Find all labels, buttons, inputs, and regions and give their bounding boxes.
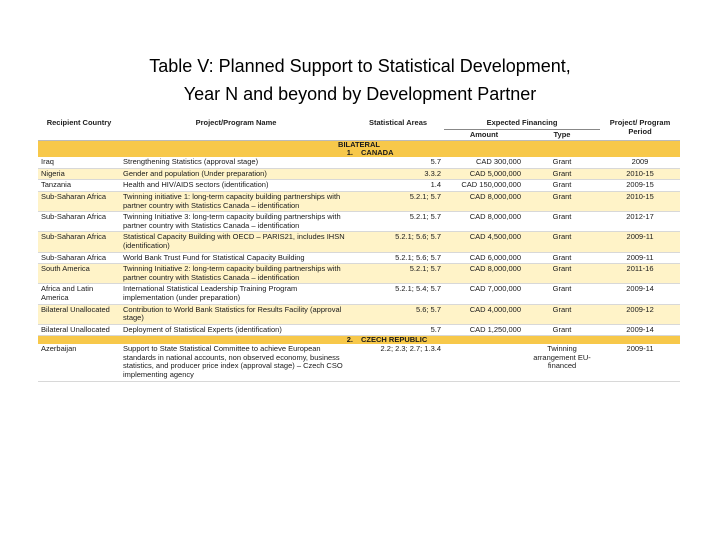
partner-header: [38, 149, 680, 157]
table-row: [38, 304, 680, 324]
cell-amount: CAD 4,500,000: [444, 232, 524, 252]
cell-project-name: World Bank Trust Fund for Statistical Capacity Building: [120, 252, 352, 264]
cell-statistical-areas: 5.2.1; 5.6; 5.7: [352, 252, 444, 264]
title-line-2: Year N and beyond by Development Partner: [183, 84, 537, 104]
cell-period: 2009-14: [600, 324, 680, 336]
cell-statistical-areas: 2.2; 2.3; 2.7; 1.3.4: [352, 344, 444, 381]
cell-period: 2010-15: [600, 191, 680, 211]
cell-amount: CAD 300,000: [444, 157, 524, 168]
cell-type: Grant: [524, 157, 600, 168]
cell-period: 2009-15: [600, 180, 680, 192]
table-row: [38, 232, 680, 252]
cell-country: Africa and Latin America: [38, 284, 120, 304]
table-row: [38, 180, 680, 192]
table-body: [38, 141, 680, 381]
cell-period: 2009-12: [600, 304, 680, 324]
cell-country: Sub-Saharan Africa: [38, 191, 120, 211]
cell-project-name: Twinning Initiative 3: long-term capacity building partnerships with partner country with Statistics Canada – identification: [120, 212, 352, 232]
partner-number: 2.: [346, 335, 353, 345]
cell-amount: CAD 8,000,000: [444, 264, 524, 284]
cell-period: 2010-15: [600, 168, 680, 180]
cell-statistical-areas: 3.3.2: [352, 168, 444, 180]
cell-statistical-areas: 5.6; 5.7: [352, 304, 444, 324]
cell-type: Grant: [524, 191, 600, 211]
cell-country: Sub-Saharan Africa: [38, 252, 120, 264]
cell-project-name: Health and HIV/AIDS sectors (identification): [120, 180, 352, 192]
cell-amount: CAD 5,000,000: [444, 168, 524, 180]
cell-country: Tanzania: [38, 180, 120, 192]
cell-project-name: Twinning Initiative 2: long-term capacity building partnerships with partner country with Statistics Canada – identification: [120, 264, 352, 284]
cell-type: Grant: [524, 264, 600, 284]
partner-name: CANADA: [361, 149, 394, 158]
header-project-period: Project/ Program Period: [600, 118, 680, 141]
table-row: [38, 324, 680, 336]
cell-statistical-areas: 5.7: [352, 157, 444, 168]
table-row: [38, 264, 680, 284]
table-row: [38, 284, 680, 304]
cell-type: Grant: [524, 168, 600, 180]
cell-country: Sub-Saharan Africa: [38, 212, 120, 232]
cell-statistical-areas: 5.2.1; 5.6; 5.7: [352, 232, 444, 252]
cell-project-name: Twinning initiative 1: long-term capacity building partnerships with partner country with Statistics Canada – identification: [120, 191, 352, 211]
header-project-name: Project/Program Name: [120, 118, 352, 141]
cell-amount: CAD 7,000,000: [444, 284, 524, 304]
cell-period: 2009-11: [600, 252, 680, 264]
header-amount: Amount: [444, 129, 524, 141]
cell-type: Grant: [524, 304, 600, 324]
cell-project-name: International Statistical Leadership Training Program implementation (under preparation): [120, 284, 352, 304]
table-row: [38, 157, 680, 168]
cell-country: Iraq: [38, 157, 120, 168]
cell-country: Azerbaijan: [38, 344, 120, 381]
cell-period: 2009-11: [600, 232, 680, 252]
section-header: [38, 141, 680, 150]
cell-type: Grant: [524, 324, 600, 336]
cell-statistical-areas: 5.7: [352, 324, 444, 336]
table-row: [38, 168, 680, 180]
cell-project-name: Strengthening Statistics (approval stage): [120, 157, 352, 168]
slide-title: [0, 52, 720, 108]
cell-period: 2012-17: [600, 212, 680, 232]
cell-amount: [444, 344, 524, 381]
cell-project-name: Gender and population (Under preparation): [120, 168, 352, 180]
cell-period: 2011-16: [600, 264, 680, 284]
cell-country: Nigeria: [38, 168, 120, 180]
cell-project-name: Statistical Capacity Building with OECD – PARIS21, includes IHSN (identification): [120, 232, 352, 252]
cell-amount: CAD 1,250,000: [444, 324, 524, 336]
cell-period: 2009-11: [600, 344, 680, 381]
cell-statistical-areas: 5.2.1; 5.7: [352, 264, 444, 284]
cell-type: Grant: [524, 232, 600, 252]
cell-statistical-areas: 5.2.1; 5.7: [352, 191, 444, 211]
cell-country: South America: [38, 264, 120, 284]
cell-amount: CAD 150,000,000: [444, 180, 524, 192]
cell-type: Grant: [524, 284, 600, 304]
cell-period: 2009: [600, 157, 680, 168]
cell-type: Grant: [524, 180, 600, 192]
partner-number: 1.: [346, 149, 353, 158]
table-row: [38, 344, 680, 381]
cell-statistical-areas: 5.2.1; 5.4; 5.7: [352, 284, 444, 304]
cell-period: 2009-14: [600, 284, 680, 304]
cell-country: Bilateral Unallocated: [38, 324, 120, 336]
table-row: [38, 212, 680, 232]
partner-header: [38, 336, 680, 345]
header-type: Type: [524, 129, 600, 141]
header-expected-financing: Expected Financing: [444, 118, 600, 129]
title-line-1: Table V: Planned Support to Statistical Development,: [149, 56, 571, 76]
table-row: [38, 191, 680, 211]
support-table: [38, 118, 680, 382]
table-row: [38, 252, 680, 264]
cell-type: Twinning arrangement EU-financed: [524, 344, 600, 381]
cell-project-name: Deployment of Statistical Experts (identification): [120, 324, 352, 336]
header-recipient-country: Recipient Country: [38, 118, 120, 141]
cell-amount: CAD 6,000,000: [444, 252, 524, 264]
cell-statistical-areas: 5.2.1; 5.7: [352, 212, 444, 232]
cell-country: Bilateral Unallocated: [38, 304, 120, 324]
cell-amount: CAD 4,000,000: [444, 304, 524, 324]
partner-name: CZECH REPUBLIC: [361, 335, 428, 345]
cell-amount: CAD 8,000,000: [444, 191, 524, 211]
cell-amount: CAD 8,000,000: [444, 212, 524, 232]
cell-country: Sub-Saharan Africa: [38, 232, 120, 252]
section-label: BILATERAL: [38, 141, 680, 150]
cell-project-name: Contribution to World Bank Statistics for Results Facility (approval stage): [120, 304, 352, 324]
header-statistical-areas: Statistical Areas: [352, 118, 444, 141]
cell-type: Grant: [524, 252, 600, 264]
cell-type: Grant: [524, 212, 600, 232]
cell-statistical-areas: 1.4: [352, 180, 444, 192]
cell-project-name: Support to State Statistical Committee to achieve European standards in national accounts, non observed economy, business statistics, and producer price index (approval stage) – Czech CSO implementing agency: [120, 344, 352, 381]
